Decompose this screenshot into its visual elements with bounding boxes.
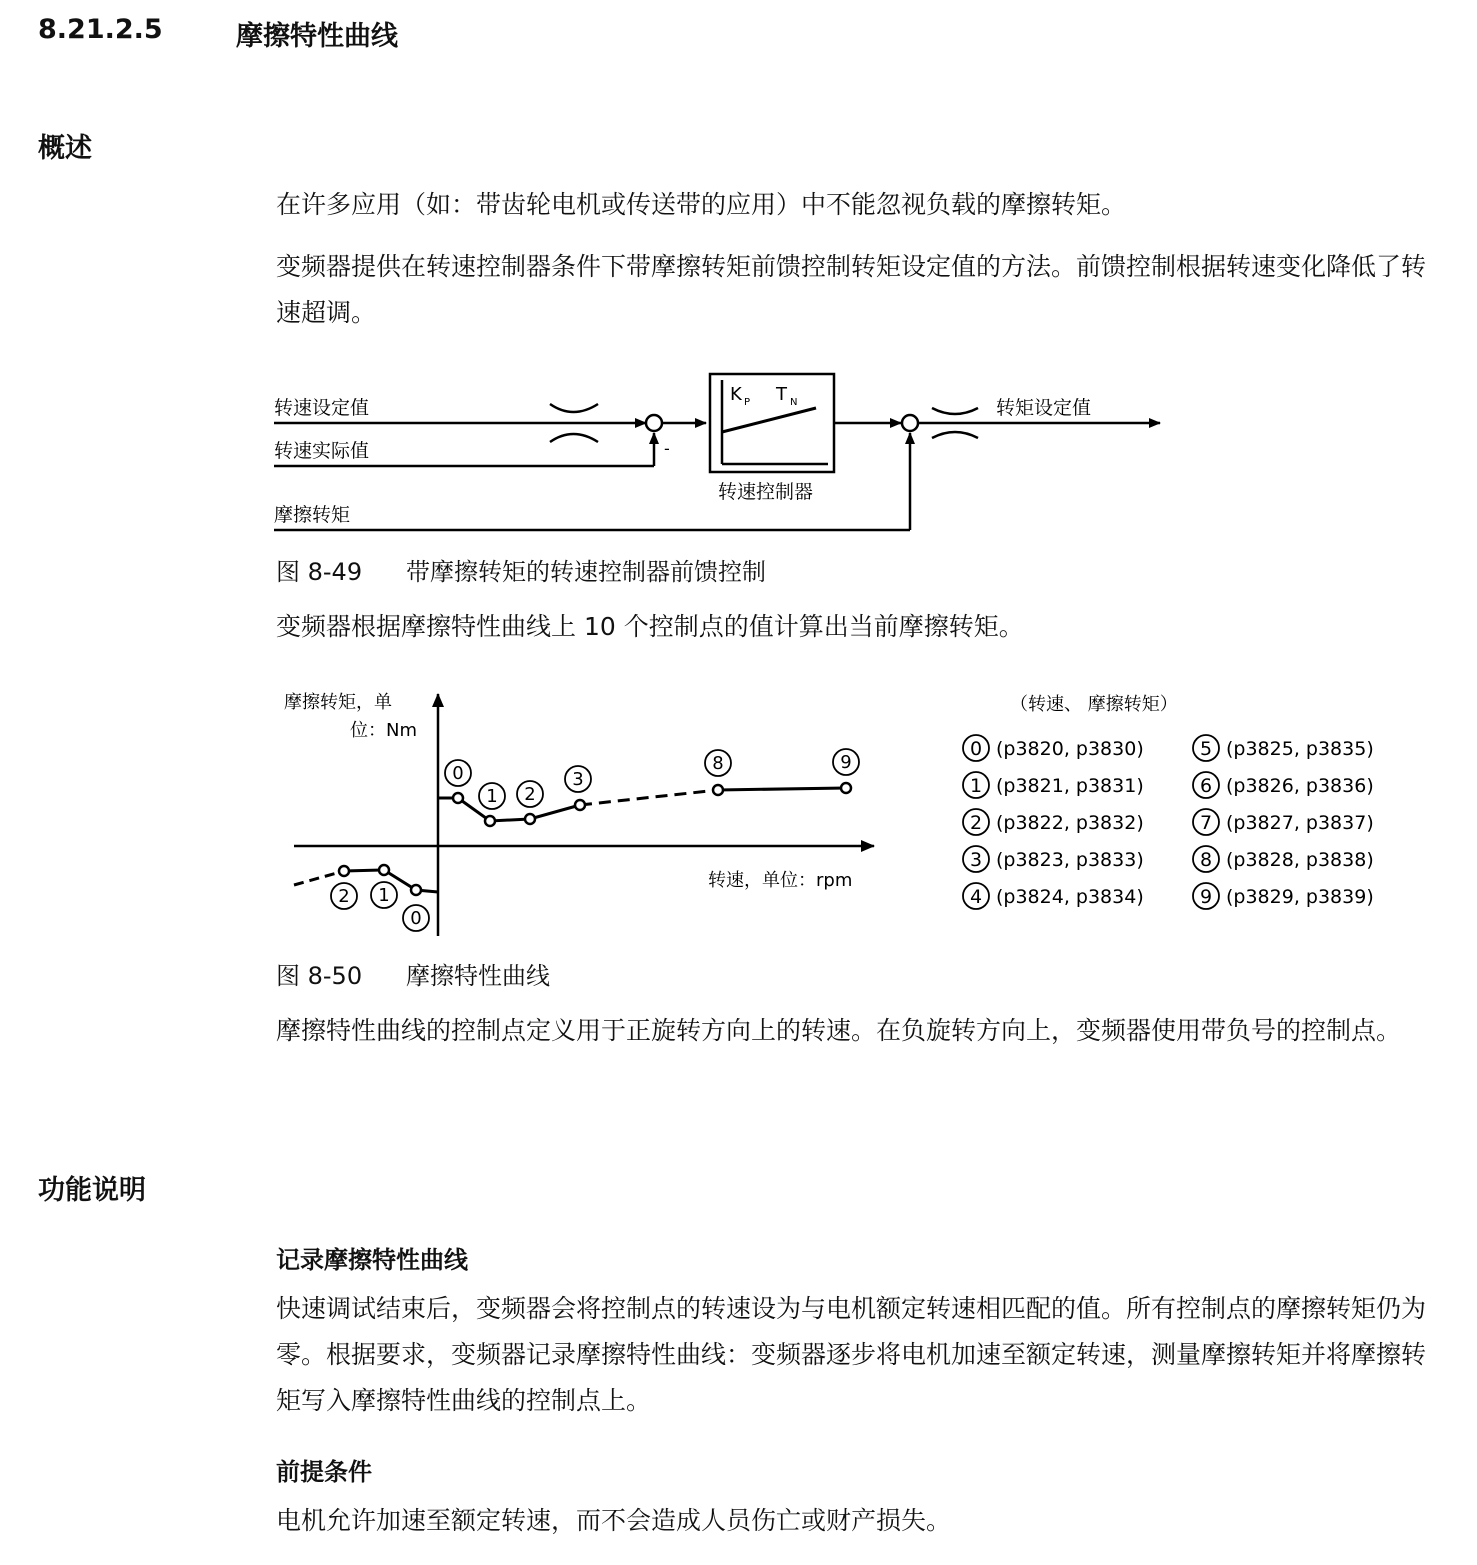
legend-number: 1	[969, 775, 983, 797]
legend-item	[963, 846, 1144, 872]
paragraph-control-points: 变频器根据摩擦特性曲线上 10 个控制点的值计算出当前摩擦转矩。	[276, 612, 1024, 641]
legend-number: 7	[1199, 812, 1213, 834]
speed-controller-block-diagram	[260, 360, 1180, 545]
point-label: 1	[486, 786, 498, 807]
legend-params: (p3824, p3834)	[996, 886, 1144, 908]
summing-junction-2	[902, 415, 918, 431]
curve-point	[575, 800, 585, 810]
caption-number: 图 8-49	[276, 558, 363, 586]
record-curve-paragraph: 快速调试结束后，变频器会将控制点的转速设为与电机额定转速相匹配的值。所有控制点的摩擦转矩仍为零。根据要求，变频器记录摩擦特性曲线：变频器逐步将电机加速至额定转速，测量摩擦转矩并将摩擦转矩写入摩擦特性曲线的控制点上。	[276, 1294, 1427, 1415]
speed-controller-label: 转速控制器	[718, 481, 814, 503]
caption-number: 图 8-50	[276, 962, 363, 990]
figure-8-50-caption	[276, 956, 550, 991]
point-label: 0	[452, 763, 464, 784]
legend-params: (p3829, p3839)	[1226, 886, 1374, 908]
tn-label: T	[776, 384, 787, 405]
overview-paragraph-1: 在许多应用（如：带齿轮电机或传送带的应用）中不能忽视负载的摩擦转矩。	[276, 190, 1127, 219]
legend-item	[963, 772, 1144, 798]
legend-number: 2	[969, 812, 983, 834]
function-heading: 功能说明	[38, 1175, 146, 1206]
curve-point	[453, 793, 463, 803]
point-label: 3	[572, 769, 584, 790]
legend-params: (p3826, p3836)	[1226, 775, 1374, 797]
curve-point	[411, 885, 421, 895]
legend-params: (p3823, p3833)	[996, 849, 1144, 871]
section-title: 摩擦特性曲线	[236, 21, 398, 52]
legend-item	[963, 809, 1144, 835]
legend-item	[1193, 735, 1374, 761]
friction-torque-label: 摩擦转矩	[274, 504, 351, 526]
curve-point	[485, 816, 495, 826]
legend-params: (p3827, p3837)	[1226, 812, 1374, 834]
point-label: 1	[378, 885, 390, 906]
legend-params: (p3825, p3835)	[1226, 738, 1374, 760]
legend-number: 5	[1199, 738, 1213, 760]
precondition-paragraph: 电机允许加速至额定转速，而不会造成人员伤亡或财产损失。	[276, 1506, 952, 1535]
point-label: 2	[524, 784, 536, 805]
caption-title: 带摩擦转矩的转速控制器前馈控制	[406, 558, 766, 586]
speed-setpoint-label: 转速设定值	[274, 397, 370, 419]
minus-sign: -	[664, 439, 670, 458]
friction-characteristic-chart	[276, 682, 896, 942]
curve-point	[339, 866, 349, 876]
legend-item	[963, 735, 1144, 761]
svg-text:N: N	[790, 397, 798, 408]
legend-item	[1193, 883, 1374, 909]
legend-number: 6	[1199, 775, 1213, 797]
curve-point	[525, 814, 535, 824]
point-label: 0	[410, 908, 422, 929]
legend-number: 3	[969, 849, 983, 871]
summing-junction-1	[646, 415, 662, 431]
positive-point-labels	[445, 749, 859, 809]
curve-point	[713, 785, 723, 795]
legend-params: (p3821, p3831)	[996, 775, 1144, 797]
point-label: 9	[840, 752, 852, 773]
legend-number: 4	[969, 886, 983, 908]
point-label: 8	[712, 753, 724, 774]
point-label: 2	[338, 886, 350, 907]
curve-point	[841, 783, 851, 793]
legend-header: （转速、 摩擦转矩）	[1010, 694, 1178, 715]
legend-params: (p3822, p3832)	[996, 812, 1144, 834]
legend-number: 0	[969, 738, 983, 760]
torque-setpoint-label: 转矩设定值	[996, 397, 1092, 419]
legend-number: 9	[1199, 886, 1213, 908]
legend-item	[963, 883, 1144, 909]
y-axis-label-line1: 摩擦转矩，单	[284, 692, 392, 713]
overview-paragraph-2: 变频器提供在转速控制器条件下带摩擦转矩前馈控制转矩设定值的方法。前馈控制根据转速变化降低了转速超调。	[276, 252, 1427, 327]
caption-title: 摩擦特性曲线	[406, 962, 550, 990]
legend-params: (p3828, p3838)	[1226, 849, 1374, 871]
record-curve-heading: 记录摩擦特性曲线	[276, 1246, 468, 1274]
legend-params: (p3820, p3830)	[996, 738, 1144, 760]
control-points-legend	[950, 688, 1410, 922]
overview-heading: 概述	[38, 133, 92, 164]
kp-label: K	[730, 384, 742, 405]
curve-point	[379, 865, 389, 875]
paragraph-negative-direction: 摩擦特性曲线的控制点定义用于正旋转方向上的转速。在负旋转方向上，变频器使用带负号的控制点。	[276, 1016, 1402, 1045]
legend-item	[1193, 846, 1374, 872]
y-axis-label-line2: 位：Nm	[350, 720, 417, 741]
figure-8-49-caption	[276, 552, 766, 587]
x-axis-label: 转速，单位：rpm	[708, 870, 853, 891]
speed-controller-box	[710, 374, 834, 472]
legend-entries	[963, 735, 1374, 909]
section-number: 8.21.2.5	[38, 14, 163, 45]
legend-item	[1193, 809, 1374, 835]
speed-actual-label: 转速实际值	[274, 440, 370, 462]
legend-item	[1193, 772, 1374, 798]
precondition-heading: 前提条件	[276, 1458, 372, 1486]
svg-text:P: P	[744, 397, 751, 408]
legend-number: 8	[1199, 849, 1213, 871]
